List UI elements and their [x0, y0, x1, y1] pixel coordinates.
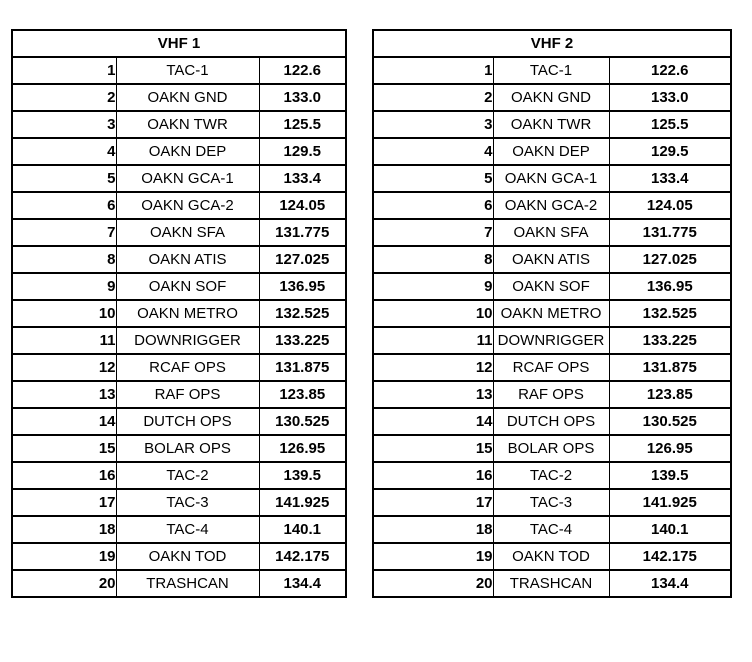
frequency-cell: 125.5 [609, 111, 731, 138]
channel-cell: 3 [373, 111, 493, 138]
frequency-cell: 133.225 [609, 327, 731, 354]
table-row [373, 570, 731, 597]
frequency-cell: 129.5 [259, 138, 346, 165]
channel-cell: 14 [373, 408, 493, 435]
table-row [12, 219, 346, 246]
table-row [373, 57, 731, 84]
vhf2-header-row [373, 30, 731, 57]
channel-cell: 20 [12, 570, 116, 597]
name-cell: OAKN DEP [493, 138, 609, 165]
table-row [12, 165, 346, 192]
channel-cell: 13 [373, 381, 493, 408]
name-cell: OAKN GND [493, 84, 609, 111]
channel-cell: 6 [12, 192, 116, 219]
vhf1-header-row [12, 30, 346, 57]
table-row [12, 543, 346, 570]
channel-cell: 10 [12, 300, 116, 327]
channel-cell: 7 [12, 219, 116, 246]
name-cell: OAKN SOF [493, 273, 609, 300]
channel-cell: 13 [12, 381, 116, 408]
name-cell: TRASHCAN [493, 570, 609, 597]
table-row [373, 84, 731, 111]
channel-cell: 7 [373, 219, 493, 246]
channel-cell: 12 [373, 354, 493, 381]
frequency-cell: 122.6 [609, 57, 731, 84]
channel-cell: 20 [373, 570, 493, 597]
table-row [12, 516, 346, 543]
channel-cell: 9 [12, 273, 116, 300]
channel-cell: 12 [12, 354, 116, 381]
channel-cell: 11 [373, 327, 493, 354]
table-row [373, 138, 731, 165]
name-cell: RAF OPS [116, 381, 259, 408]
table-row [12, 570, 346, 597]
channel-cell: 16 [12, 462, 116, 489]
frequency-cell: 134.4 [259, 570, 346, 597]
table-row [373, 219, 731, 246]
table-row [373, 381, 731, 408]
frequency-cell: 133.4 [259, 165, 346, 192]
table-row [12, 273, 346, 300]
frequency-cell: 129.5 [609, 138, 731, 165]
table-row [12, 489, 346, 516]
table-row [373, 462, 731, 489]
table-row [12, 246, 346, 273]
name-cell: TAC-4 [116, 516, 259, 543]
name-cell: OAKN DEP [116, 138, 259, 165]
table-row [373, 192, 731, 219]
frequency-cell: 131.875 [609, 354, 731, 381]
name-cell: DUTCH OPS [116, 408, 259, 435]
channel-cell: 19 [373, 543, 493, 570]
frequency-cell: 141.925 [259, 489, 346, 516]
channel-cell: 8 [12, 246, 116, 273]
name-cell: OAKN SFA [116, 219, 259, 246]
name-cell: OAKN GCA-2 [116, 192, 259, 219]
frequency-cell: 136.95 [259, 273, 346, 300]
channel-cell: 11 [12, 327, 116, 354]
vhf1-table [11, 29, 347, 598]
frequency-cell: 140.1 [609, 516, 731, 543]
channel-cell: 1 [373, 57, 493, 84]
frequency-cell: 134.4 [609, 570, 731, 597]
name-cell: RCAF OPS [116, 354, 259, 381]
frequency-cell: 131.775 [259, 219, 346, 246]
frequency-cell: 130.525 [609, 408, 731, 435]
table-row [12, 408, 346, 435]
frequency-cell: 132.525 [259, 300, 346, 327]
frequency-cell: 142.175 [259, 543, 346, 570]
frequency-cell: 142.175 [609, 543, 731, 570]
channel-cell: 6 [373, 192, 493, 219]
name-cell: DOWNRIGGER [493, 327, 609, 354]
channel-cell: 2 [12, 84, 116, 111]
vhf1-table-title: VHF 1 [12, 30, 346, 57]
name-cell: DOWNRIGGER [116, 327, 259, 354]
channel-cell: 4 [12, 138, 116, 165]
channel-cell: 15 [373, 435, 493, 462]
name-cell: RCAF OPS [493, 354, 609, 381]
table-row [373, 435, 731, 462]
name-cell: OAKN TWR [116, 111, 259, 138]
name-cell: OAKN METRO [493, 300, 609, 327]
frequency-cell: 133.4 [609, 165, 731, 192]
frequency-cell: 132.525 [609, 300, 731, 327]
frequency-cell: 133.0 [609, 84, 731, 111]
frequency-cell: 127.025 [259, 246, 346, 273]
channel-cell: 19 [12, 543, 116, 570]
table-row [12, 57, 346, 84]
name-cell: TAC-2 [493, 462, 609, 489]
frequency-cell: 123.85 [609, 381, 731, 408]
name-cell: OAKN SOF [116, 273, 259, 300]
name-cell: OAKN SFA [493, 219, 609, 246]
table-row [12, 84, 346, 111]
channel-cell: 15 [12, 435, 116, 462]
frequency-cell: 125.5 [259, 111, 346, 138]
channel-cell: 18 [373, 516, 493, 543]
table-row [12, 192, 346, 219]
frequency-cell: 124.05 [609, 192, 731, 219]
table-row [12, 462, 346, 489]
frequency-cell: 123.85 [259, 381, 346, 408]
name-cell: TAC-4 [493, 516, 609, 543]
table-row [373, 489, 731, 516]
channel-cell: 14 [12, 408, 116, 435]
name-cell: OAKN ATIS [493, 246, 609, 273]
name-cell: RAF OPS [493, 381, 609, 408]
name-cell: OAKN TWR [493, 111, 609, 138]
channel-cell: 17 [373, 489, 493, 516]
channel-cell: 3 [12, 111, 116, 138]
name-cell: OAKN TOD [493, 543, 609, 570]
table-row [12, 354, 346, 381]
table-row [373, 165, 731, 192]
frequency-cell: 136.95 [609, 273, 731, 300]
table-row [373, 327, 731, 354]
frequency-cell: 124.05 [259, 192, 346, 219]
frequency-cell: 127.025 [609, 246, 731, 273]
name-cell: OAKN TOD [116, 543, 259, 570]
table-row [373, 408, 731, 435]
vhf2-table-title: VHF 2 [373, 30, 731, 57]
frequency-cell: 122.6 [259, 57, 346, 84]
table-row [373, 246, 731, 273]
table-row [373, 543, 731, 570]
frequency-cell: 131.775 [609, 219, 731, 246]
table-row [12, 381, 346, 408]
frequency-cell: 139.5 [259, 462, 346, 489]
name-cell: OAKN GND [116, 84, 259, 111]
table-row [373, 273, 731, 300]
frequency-cell: 140.1 [259, 516, 346, 543]
table-row [373, 516, 731, 543]
frequency-cell: 130.525 [259, 408, 346, 435]
name-cell: OAKN ATIS [116, 246, 259, 273]
channel-cell: 5 [373, 165, 493, 192]
channel-cell: 17 [12, 489, 116, 516]
frequency-cell: 133.0 [259, 84, 346, 111]
name-cell: BOLAR OPS [116, 435, 259, 462]
table-row [373, 354, 731, 381]
name-cell: TAC-3 [116, 489, 259, 516]
channel-cell: 4 [373, 138, 493, 165]
channel-cell: 18 [12, 516, 116, 543]
channel-cell: 8 [373, 246, 493, 273]
frequency-cell: 131.875 [259, 354, 346, 381]
table-row [12, 111, 346, 138]
channel-cell: 1 [12, 57, 116, 84]
frequency-cell: 126.95 [259, 435, 346, 462]
table-row [373, 300, 731, 327]
table-row [12, 300, 346, 327]
name-cell: BOLAR OPS [493, 435, 609, 462]
table-row [12, 435, 346, 462]
frequency-cell: 141.925 [609, 489, 731, 516]
name-cell: TAC-3 [493, 489, 609, 516]
name-cell: OAKN GCA-1 [116, 165, 259, 192]
frequency-cell: 133.225 [259, 327, 346, 354]
table-row [12, 327, 346, 354]
frequency-cell: 126.95 [609, 435, 731, 462]
channel-cell: 5 [12, 165, 116, 192]
frequency-cell: 139.5 [609, 462, 731, 489]
vhf2-table [372, 29, 732, 598]
name-cell: OAKN METRO [116, 300, 259, 327]
name-cell: TAC-2 [116, 462, 259, 489]
name-cell: TRASHCAN [116, 570, 259, 597]
channel-cell: 16 [373, 462, 493, 489]
table-row [12, 138, 346, 165]
channel-cell: 9 [373, 273, 493, 300]
channel-cell: 10 [373, 300, 493, 327]
name-cell: TAC-1 [493, 57, 609, 84]
channel-cell: 2 [373, 84, 493, 111]
name-cell: TAC-1 [116, 57, 259, 84]
name-cell: DUTCH OPS [493, 408, 609, 435]
table-row [373, 111, 731, 138]
name-cell: OAKN GCA-1 [493, 165, 609, 192]
name-cell: OAKN GCA-2 [493, 192, 609, 219]
